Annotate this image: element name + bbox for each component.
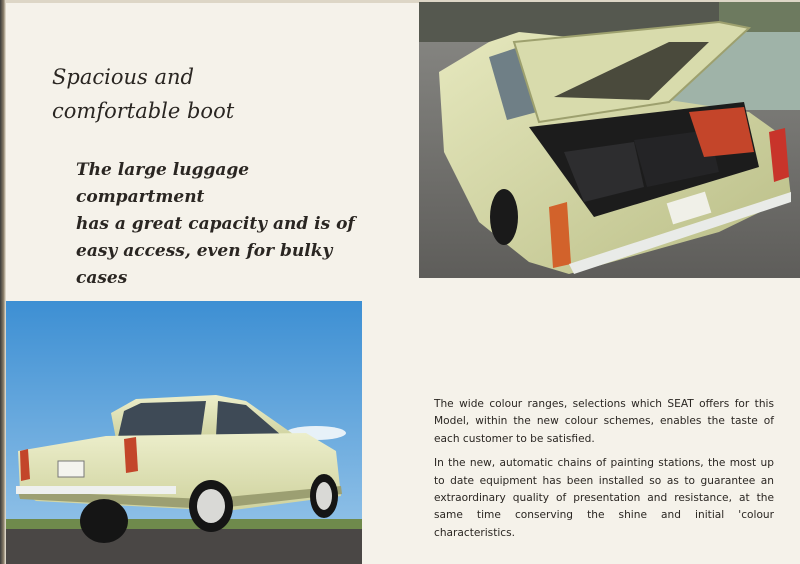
body-paragraph-colour-ranges: The wide colour ranges, selections which SEAT offers for this Model, within the new colour schemes, enables the taste of each customer to be satisfied. (434, 398, 774, 445)
page-subtitle: The large luggage compartment has a great capacity and is of easy access, even for bulky cases (76, 160, 355, 288)
body-paragraph-painting-stations: In the new, automatic chains of painting stations, the most up to date equipment has been installed so as to guarantee an extraordinary quality of presentation and resistance, at the same time conserving the shine and initial 'colour characteristics. (434, 457, 774, 539)
car-rear-three-quarter-photo (6, 301, 362, 564)
car-open-boot-illustration (419, 2, 800, 278)
car-rear-illustration (6, 301, 362, 564)
car-open-boot-photo (419, 2, 800, 278)
body-text (434, 396, 774, 549)
page-title: Spacious and comfortable boot (52, 65, 235, 123)
